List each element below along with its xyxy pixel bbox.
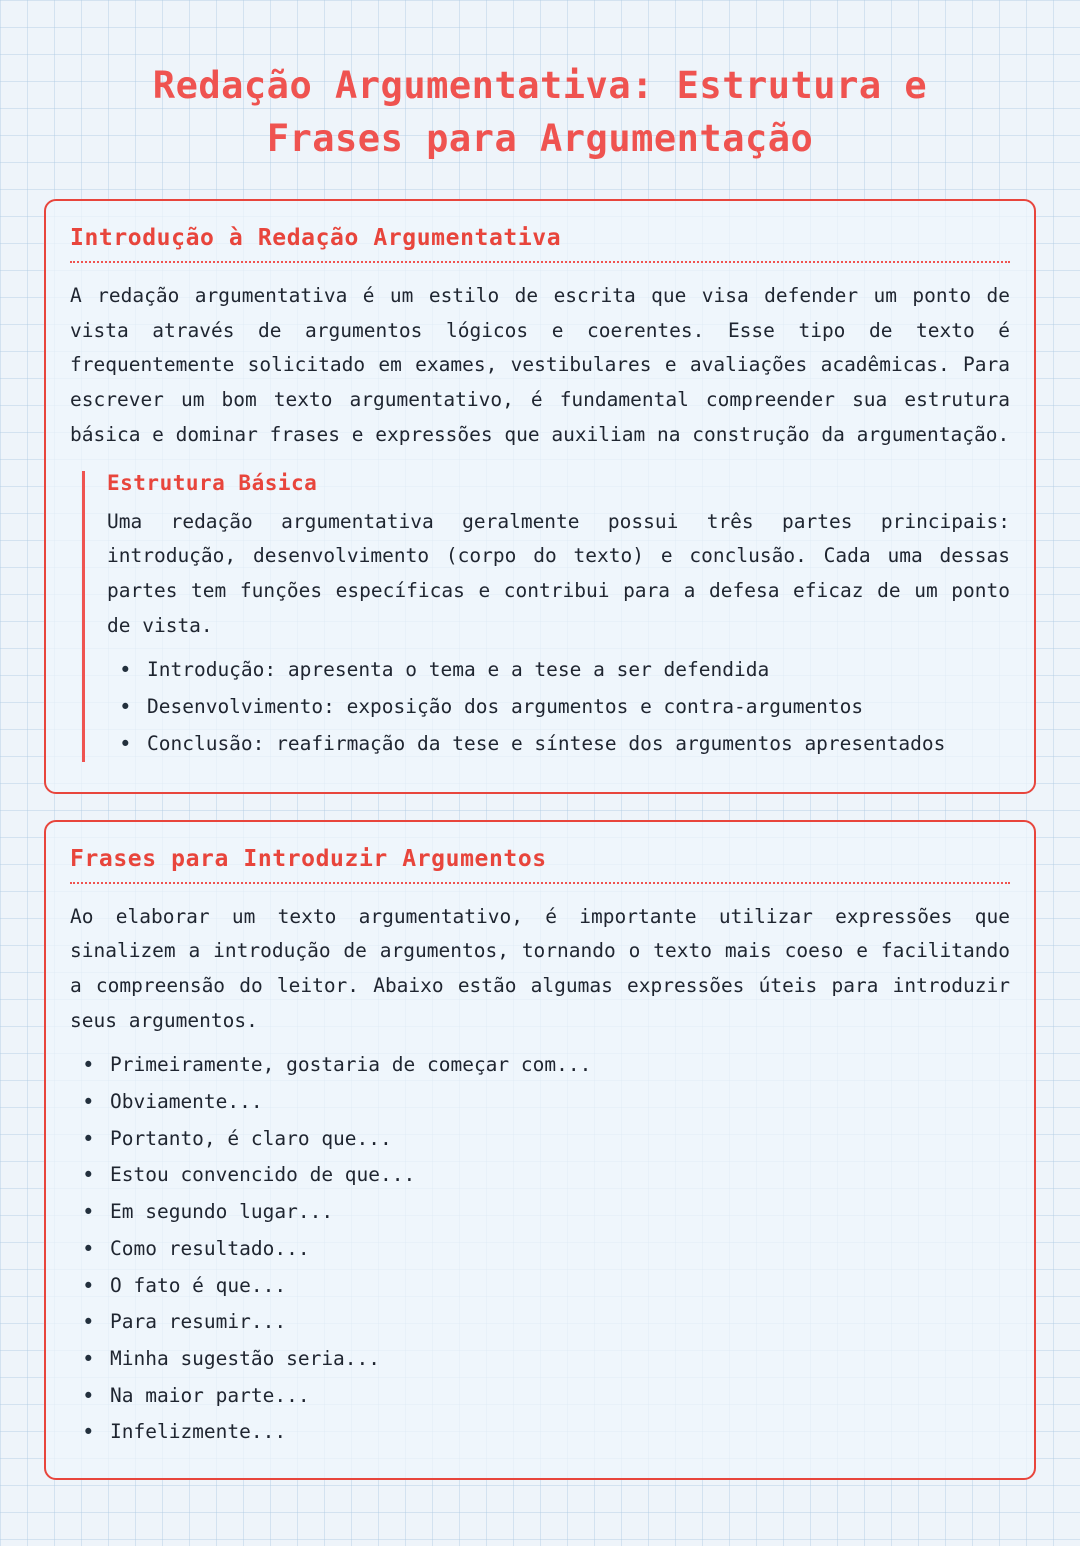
section-paragraph: A redação argumentativa é um estilo de escrita que visa defender um ponto de vista através de argumentos lógicos e coerentes. Esse tipo de texto é frequentemente solicitado em exames, vestibulares e avaliações acadêmicas. Para escrever um bom texto argumentativo, é fundamental compreender sua estrutura básica e dominar frases e expressões que auxiliam na construção da argumentação.: [70, 284, 1010, 446]
list-item: • Como resultado...: [70, 1232, 1010, 1267]
list-item: • Introdução: apresenta o tema e a tese a ser defendida: [107, 653, 1010, 688]
list-item: • Desenvolvimento: exposição dos argumentos e contra-argumentos: [107, 690, 1010, 725]
page-title: Redação Argumentativa: Estrutura e Frases para Argumentação: [152, 64, 928, 160]
structure-list: [107, 653, 1010, 761]
list-item: • Obviamente...: [70, 1085, 1010, 1120]
list-item: • Estou convencido de que...: [70, 1158, 1010, 1193]
list-item: • Portanto, é claro que...: [70, 1122, 1010, 1157]
heading-divider: [70, 261, 1010, 263]
section-paragraph: Ao elaborar um texto argumentativo, é importante utilizar expressões que sinalizem a introdução de argumentos, tornando o texto mais coeso e facilitando a compreensão do leitor. Abaixo estão algumas expressões úteis para introduzir seus argumentos.: [70, 904, 1010, 1032]
list-item: • Para resumir...: [70, 1305, 1010, 1340]
section-heading: Frases para Introduzir Argumentos: [70, 845, 547, 872]
list-item: • Infelizmente...: [70, 1415, 1010, 1450]
subsection-paragraph: Uma redação argumentativa geralmente possui três partes principais: introdução, desenvolvimento (corpo do texto) e conclusão. Cada uma dessas partes tem funções específicas e contribui para a defesa eficaz de um ponto de vista.: [107, 509, 1010, 637]
subsection-heading: Estrutura Básica: [107, 470, 318, 495]
list-item: • Conclusão: reafirmação da tese e síntese dos argumentos apresentados: [107, 727, 1010, 762]
list-item: • Em segundo lugar...: [70, 1195, 1010, 1230]
list-item: • Na maior parte...: [70, 1379, 1010, 1414]
list-item: • O fato é que...: [70, 1269, 1010, 1304]
phrase-list: [70, 1048, 1010, 1450]
subsection-estrutura-basica: [82, 471, 1010, 762]
section-card-frases: [44, 820, 1036, 1481]
list-item: • Minha sugestão seria...: [70, 1342, 1010, 1377]
section-card-introducao: [44, 199, 1036, 793]
list-item: • Primeiramente, gostaria de começar com...: [70, 1048, 1010, 1083]
heading-divider: [70, 882, 1010, 884]
section-heading: Introdução à Redação Argumentativa: [70, 225, 562, 252]
